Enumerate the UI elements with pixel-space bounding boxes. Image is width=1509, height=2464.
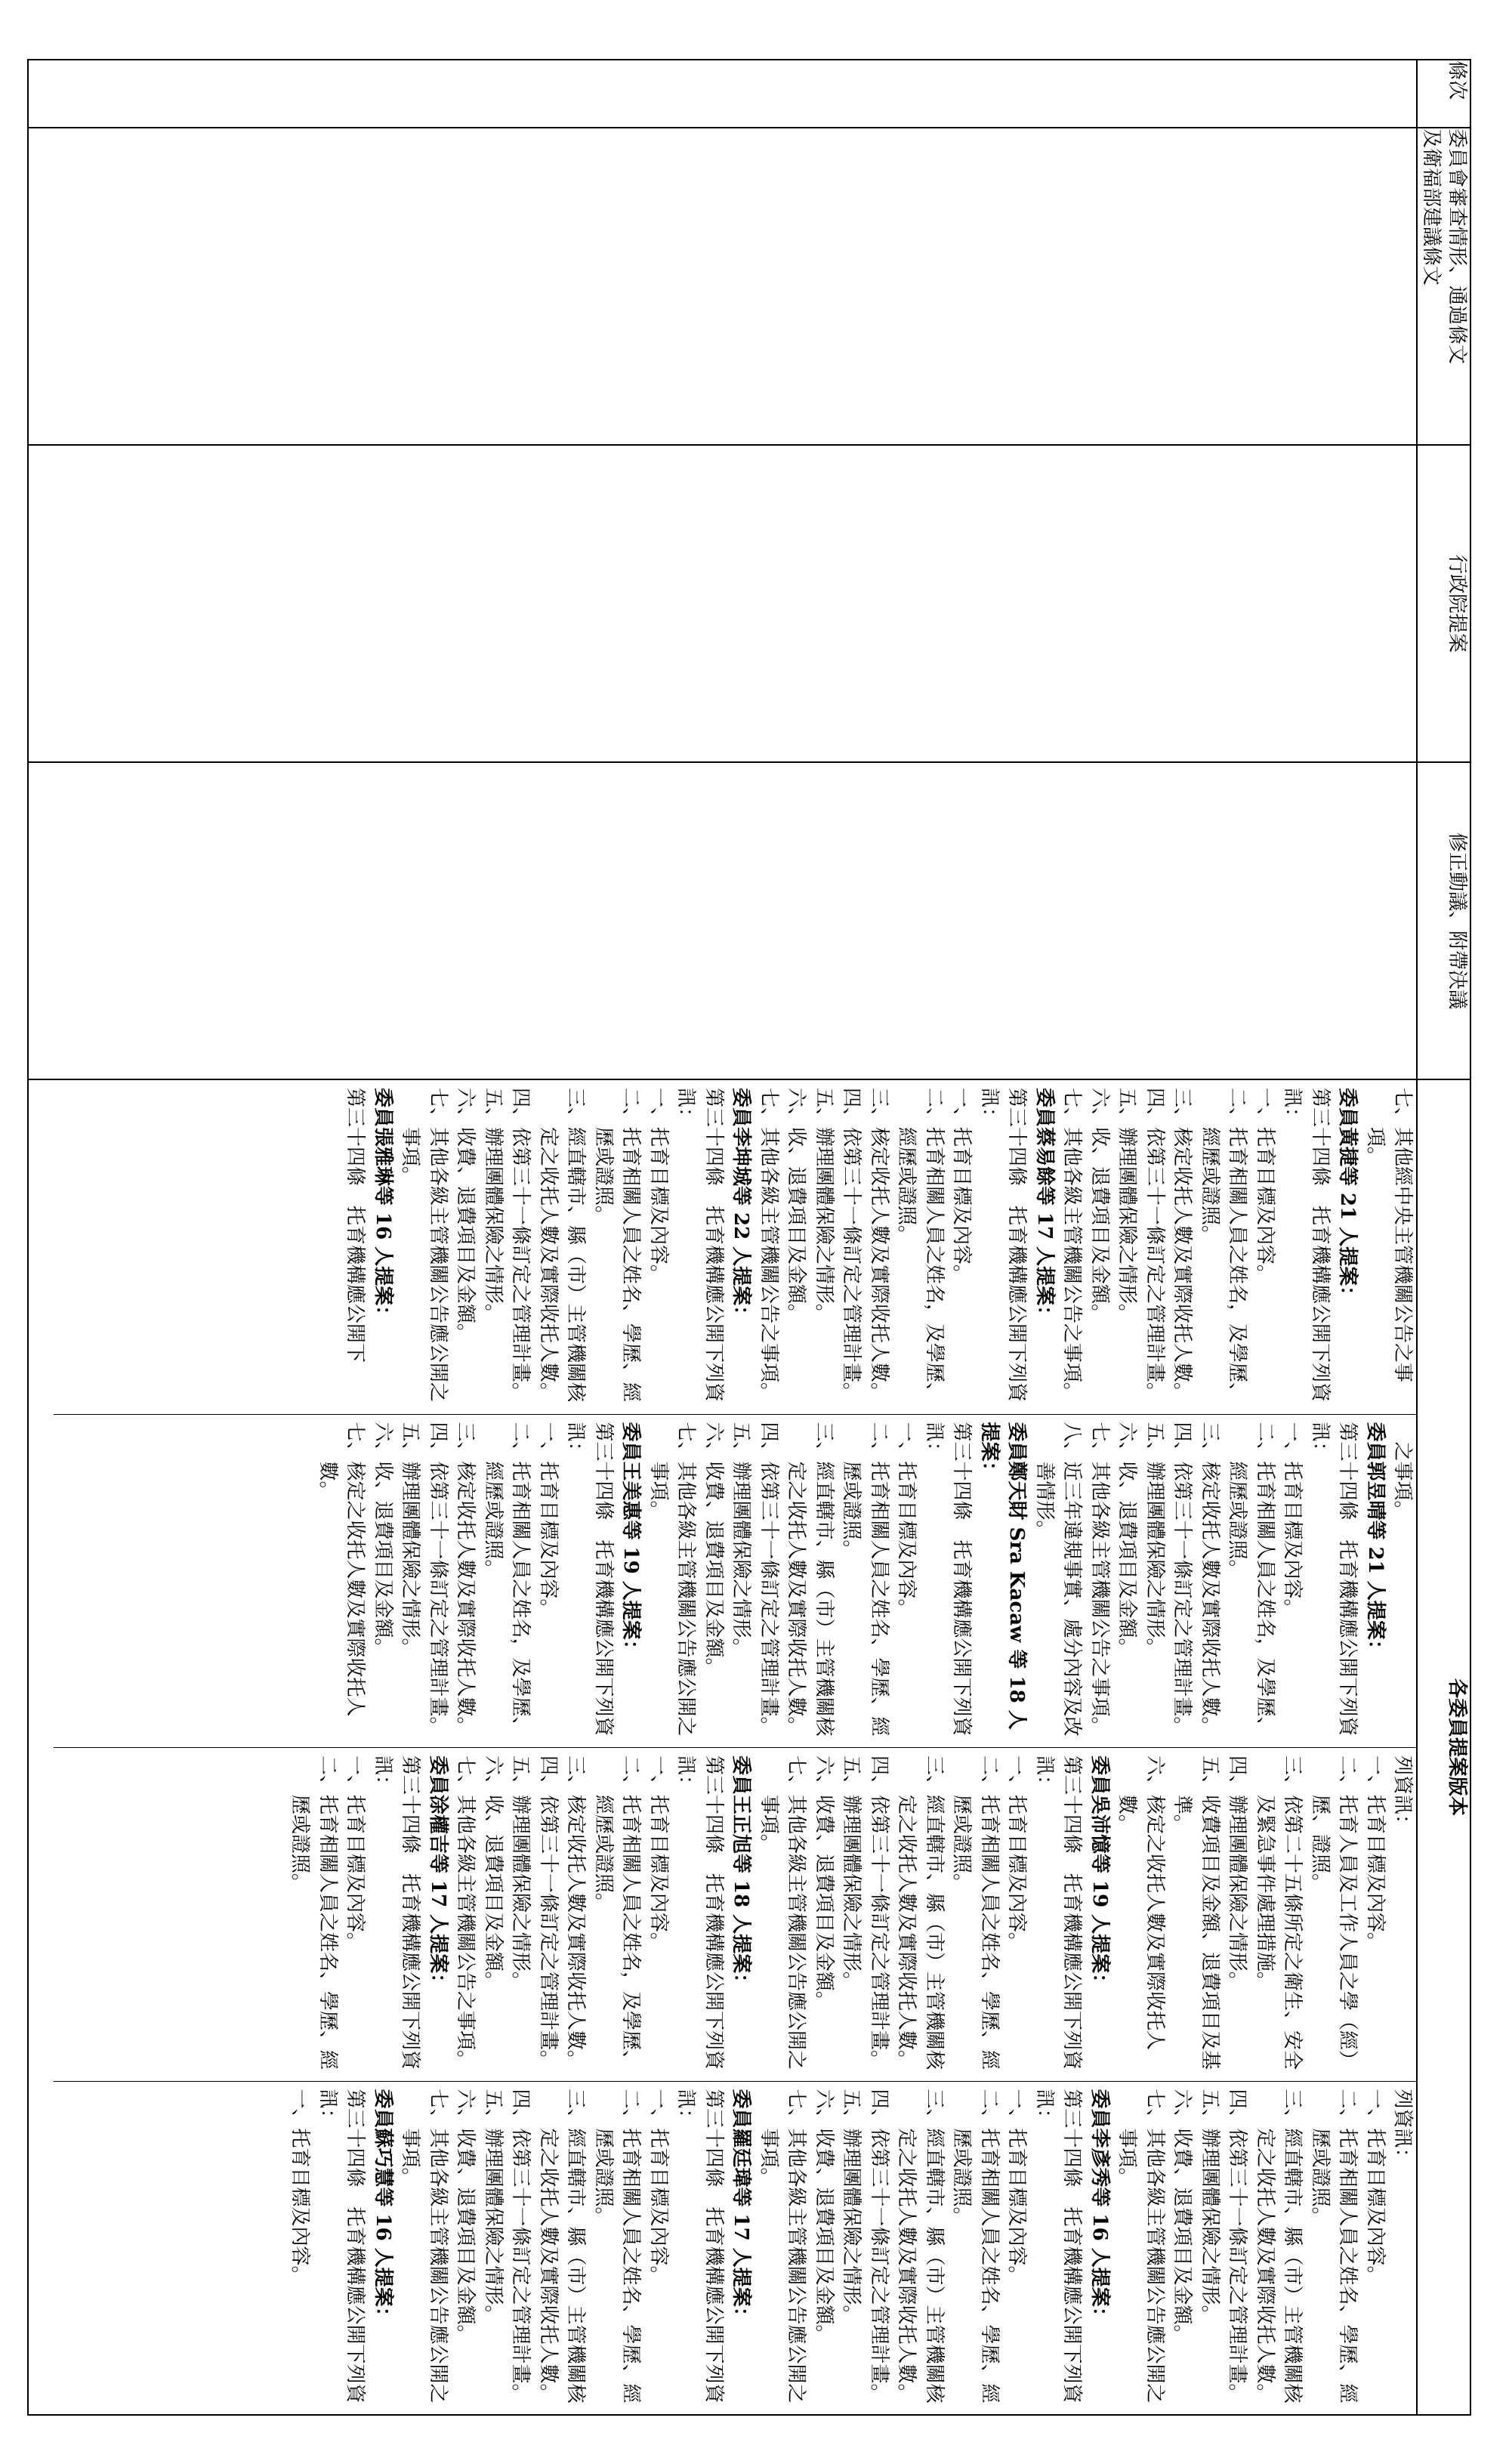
list-item: 二、托育相關人員之姓名、學歷、經歷或證照。 <box>1308 2089 1359 2404</box>
list-item: 五、辦理團體保險之情形。 <box>840 1755 863 1992</box>
list-item: 七、核定之收托人數及實際收托人數。 <box>316 1422 367 1717</box>
text-line: 第三十四條 托育機構應公開下列資訊： <box>674 1755 725 2070</box>
cell-committee <box>28 128 1417 445</box>
list-item: 六、收費、退費項目及金額。 <box>812 1755 835 2012</box>
list-item: 五、辦理團體保險之情形。 <box>509 1755 532 1992</box>
proposer-heading: 委員張雅琳等 16 人提案： <box>371 1088 394 1326</box>
list-item: 三、核定收托人數及實際收托人數。 <box>1171 1088 1194 1403</box>
list-item: 一、托育目標及內容。 <box>289 2089 312 2286</box>
text-line: 之事項。 <box>1391 1441 1415 1521</box>
list-item: 三、經直轄市、縣（市）主管機關核定之收托人數及實際收托人數。 <box>536 2089 588 2404</box>
list-item: 五、辦理團體保險之情形。 <box>1198 2089 1221 2325</box>
list-item: 一、托育目標及內容。 <box>646 1088 670 1285</box>
list-item: 七、其他各級主管機關公告之事項。 <box>454 1755 477 2070</box>
list-item: 二、托育相關人員之姓名、學歷、經歷或證照。 <box>591 1088 643 1403</box>
proposer-heading: 委員李坤城等 22 人提案： <box>730 1088 753 1326</box>
list-item: 六、收、退費項目及金額。 <box>371 1422 394 1658</box>
list-item: 三、核定收托人數及實際收托人數。 <box>867 1088 890 1403</box>
proposer-heading: 委員黃捷等 21 人提案： <box>1336 1088 1359 1306</box>
list-item: 一、托育目標及內容。 <box>1281 1422 1304 1619</box>
list-item: 一、托育目標及內容。 <box>1253 1088 1276 1285</box>
text-line: 第三十四條 托育機構應公開下列資訊： <box>674 2089 725 2404</box>
list-item: 七、其他各級主管機關公告應公開之事項。 <box>757 2089 808 2404</box>
header-article: 條次 <box>1417 60 1470 128</box>
list-item: 二、托育相關人員之姓名、學歷、經歷或證照。 <box>591 2089 643 2404</box>
text-line: 第三十四條 托育機構應公開下列資訊： <box>1308 1422 1359 1737</box>
list-item: 六、收、退費項目及金額。 <box>1116 1422 1139 1658</box>
text-line: 第三十四條 托育機構應公開下列資訊： <box>371 1755 422 2070</box>
text-line: 第三十四條 托育機構應公開下列資訊： <box>674 1088 725 1403</box>
list-item: 一、托育目標及內容。 <box>536 1422 560 1619</box>
proposer-heading: 委員王正旭等 18 人提案： <box>730 1755 753 1993</box>
comparison-table <box>27 59 1471 2416</box>
list-item: 一、托育目標及內容。 <box>1005 1755 1029 1953</box>
header-committee-line-2: 及衛福部建議條文 <box>1420 128 1443 286</box>
list-item: 一、托育目標及內容。 <box>1363 2089 1387 2286</box>
list-item: 七、其他各級主管機關公告之事項。 <box>757 1088 780 1403</box>
list-item: 六、收費、退費項目及金額。 <box>454 2089 477 2345</box>
text-line: 第三十四條 托育機構應公開下列資訊： <box>1281 1088 1332 1403</box>
list-item: 三、經直轄市、縣（市）主管機關核定之收托人數及實際收托人數。 <box>536 1088 588 1403</box>
list-item: 四、依第三十一條訂定之管理計畫。 <box>1226 2089 1249 2404</box>
text-line: 第三十四條 托育機構應公開下列資訊： <box>977 1088 1029 1403</box>
header-committee-line-1: 委員會審查情形、通過條文 <box>1446 128 1468 365</box>
list-item: 四、辦理團體保險之情形。 <box>1226 1755 1249 1992</box>
header-proposals: 各委員提案版本 <box>1417 1079 1470 2415</box>
list-item: 四、依第三十一條訂定之管理計畫。 <box>509 2089 532 2404</box>
list-item: 五、辦理團體保險之情形。 <box>1116 1088 1139 1324</box>
proposer-heading: 委員鄭天財 Sra Kacaw 等 18 人提案： <box>977 1422 1029 1730</box>
list-item: 三、經直轄市、縣（市）主管機關核定之收托人數及實際收托人數。 <box>895 1755 946 2070</box>
list-item: 六、收、退費項目及金額。 <box>481 1755 505 1992</box>
list-item: 七、其他各級主管機關公告應公開之事項。 <box>1116 2089 1166 2404</box>
proposer-heading: 委員蔡易餘等 17 人提案： <box>1032 1088 1056 1326</box>
list-item: 六、收費、退費項目及金額。 <box>454 1088 477 1344</box>
list-item: 三、核定收托人數及實際收托人數。 <box>1198 1422 1221 1737</box>
list-item: 七、其他各級主管機關公告應公開之事項。 <box>399 2089 449 2404</box>
text-line: 第三十四條 托育機構應公開下列資訊： <box>1032 2089 1084 2404</box>
header-executive: 行政院提案 <box>1417 445 1470 762</box>
list-item: 六、收費、退費項目及金額。 <box>1171 2089 1194 2345</box>
list-item: 三、經直轄市、縣（市）主管機關核定之收托人數及實際收托人數。 <box>895 2089 946 2404</box>
list-item: 五、辦理團體保險之情形。 <box>481 1088 505 1324</box>
list-item: 二、托育人員及工作人員之學（經）歷、證照。 <box>1308 1755 1359 2070</box>
proposer-heading: 委員吳沛憶等 19 人提案： <box>1088 1755 1111 1993</box>
list-item: 一、托育目標及內容。 <box>646 1755 670 1953</box>
proposer-heading: 委員王美惠等 19 人提案： <box>619 1422 643 1660</box>
proposer-heading: 委員蘇巧慧等 16 人提案： <box>371 2089 394 2327</box>
list-item: 二、托育相關人員之姓名，及學歷、經歷或證照。 <box>1198 1088 1249 1403</box>
list-item: 三、依第二十五條所定之衛生、安全及緊急事件處理措施。 <box>1253 1755 1304 2070</box>
list-item: 五、辦理團體保險之情形。 <box>481 2089 505 2325</box>
body-row <box>28 60 1417 2415</box>
list-item: 六、收、退費項目及金額。 <box>785 1088 808 1324</box>
text-line: 列資訊： <box>1391 1755 1415 1835</box>
list-item: 二、托育相關人員之姓名，及學歷、經歷或證照。 <box>591 1755 643 2070</box>
list-item: 五、辦理團體保險之情形。 <box>840 2089 863 2325</box>
cell-executive <box>28 445 1417 762</box>
list-item: 七、其他各級主管機關公告之事項。 <box>1088 1422 1111 1737</box>
proposal-column-1 <box>54 1080 1416 1414</box>
list-item: 二、托育相關人員之姓名、學歷、經歷或證照。 <box>289 1755 339 2070</box>
list-item: 一、托育目標及內容。 <box>895 1422 918 1619</box>
proposal-column-3 <box>54 1747 1416 2081</box>
list-item: 二、托育相關人員之姓名，及學歷、經歷或證照。 <box>895 1088 946 1403</box>
proposal-columns <box>54 1080 1416 2414</box>
list-item: 八、近三年違規事實、處分內容及改善情形。 <box>1032 1422 1084 1737</box>
list-item: 六、核定之收托人數及實際收托人數。 <box>1116 1755 1166 2051</box>
text-line: 第三十四條 托育機構應公開下列資訊： <box>564 1422 615 1737</box>
list-item: 四、依第三十一條訂定之管理計畫。 <box>840 1088 863 1403</box>
cell-article <box>28 60 1417 128</box>
list-item: 五、辦理團體保險之情形。 <box>399 1422 422 1658</box>
list-item: 六、收、退費項目及金額。 <box>1088 1088 1111 1324</box>
list-item: 三、經直轄市、縣（市）主管機關核定之收托人數及實際收托人數。 <box>1253 2089 1304 2404</box>
proposal-column-4 <box>54 2081 1416 2415</box>
proposal-column-2 <box>54 1414 1416 1748</box>
list-item: 三、核定收托人數及實際收托人數。 <box>564 1755 588 2070</box>
list-item: 二、托育相關人員之姓名、學歷、經歷或證照。 <box>840 1422 890 1737</box>
list-item: 二、托育相關人員之姓名、學歷、經歷或證照。 <box>950 1755 1001 2070</box>
list-item: 四、依第三十一條訂定之管理計畫。 <box>426 1422 449 1737</box>
list-item: 三、核定收托人數及實際收托人數。 <box>454 1422 477 1737</box>
header-row <box>1417 60 1470 2415</box>
list-item: 七、其他各級主管機關公告應公開之事項。 <box>646 1422 698 1737</box>
list-item: 一、托育目標及內容。 <box>344 1755 367 1953</box>
list-item: 四、依第三十一條訂定之管理計畫。 <box>1143 1088 1166 1403</box>
list-item: 一、托育目標及內容。 <box>950 1088 974 1285</box>
proposer-heading: 委員李彥秀等 16 人提案： <box>1088 2089 1111 2327</box>
list-item: 七、其他經中央主管機關公告之事項。 <box>1363 1088 1415 1383</box>
list-item: 四、依第三十一條訂定之管理計畫。 <box>536 1755 560 2070</box>
proposer-heading: 委員羅廷瑋等 17 人提案： <box>730 2089 753 2327</box>
list-item: 五、辦理團體保險之情形。 <box>1143 1422 1166 1658</box>
list-item: 二、托育相關人員之姓名，及學歷、經歷或證照。 <box>481 1422 532 1737</box>
proposer-heading: 委員涂權吉等 17 人提案： <box>426 1755 449 1993</box>
header-amendment: 修正動議、附帶決議 <box>1417 762 1470 1079</box>
list-item: 二、托育相關人員之姓名、學歷、經歷或證照。 <box>950 2089 1001 2404</box>
list-item: 五、辦理團體保險之情形。 <box>812 1088 835 1324</box>
cell-amendment <box>28 762 1417 1079</box>
list-item: 一、托育目標及內容。 <box>1363 1755 1387 1953</box>
list-item: 四、依第三十一條訂定之管理計畫。 <box>1171 1422 1194 1737</box>
list-item: 五、辦理團體保險之情形。 <box>730 1422 753 1658</box>
list-item: 七、其他各級主管機關公告應公開之事項。 <box>757 1755 808 2070</box>
list-item: 一、托育目標及內容。 <box>1005 2089 1029 2286</box>
proposer-heading: 委員郭昱晴等 21 人提案： <box>1363 1422 1387 1660</box>
text-line: 列資訊： <box>1391 2089 1415 2168</box>
list-item: 五、收費項目及金額、退費項目及基準。 <box>1171 1755 1221 2070</box>
list-item: 四、依第三十一條訂定之管理計畫。 <box>509 1088 532 1403</box>
cell-proposals <box>28 1079 1417 2415</box>
text-line: 第三十四條 托育機構應公開下列資訊： <box>316 2089 367 2404</box>
list-item: 四、依第三十一條訂定之管理計畫。 <box>757 1422 780 1737</box>
header-committee <box>1417 128 1470 445</box>
list-item: 六、收費、退費項目及金額。 <box>702 1422 725 1678</box>
text-line: 第三十四條 托育機構應公開下列資訊： <box>922 1422 974 1737</box>
list-item: 七、其他各級主管機關公告應公開之事項。 <box>399 1088 449 1403</box>
list-item: 四、依第三十一條訂定之管理計畫。 <box>867 1755 890 2070</box>
text-line: 第三十四條 托育機構應公開下列資訊： <box>1032 1755 1084 2070</box>
text-line: 第三十四條 托育機構應公開下 <box>344 1088 367 1363</box>
list-item: 一、托育目標及內容。 <box>646 2089 670 2286</box>
list-item: 七、其他各級主管機關公告之事項。 <box>1060 1088 1084 1403</box>
list-item: 六、收費、退費項目及金額。 <box>812 2089 835 2345</box>
list-item: 四、依第三十一條訂定之管理計畫。 <box>867 2089 890 2404</box>
list-item: 三、經直轄市、縣（市）主管機關核定之收托人數及實際收托人數。 <box>785 1422 835 1737</box>
list-item: 二、托育相關人員之姓名，及學歷、經歷或證照。 <box>1226 1422 1276 1737</box>
